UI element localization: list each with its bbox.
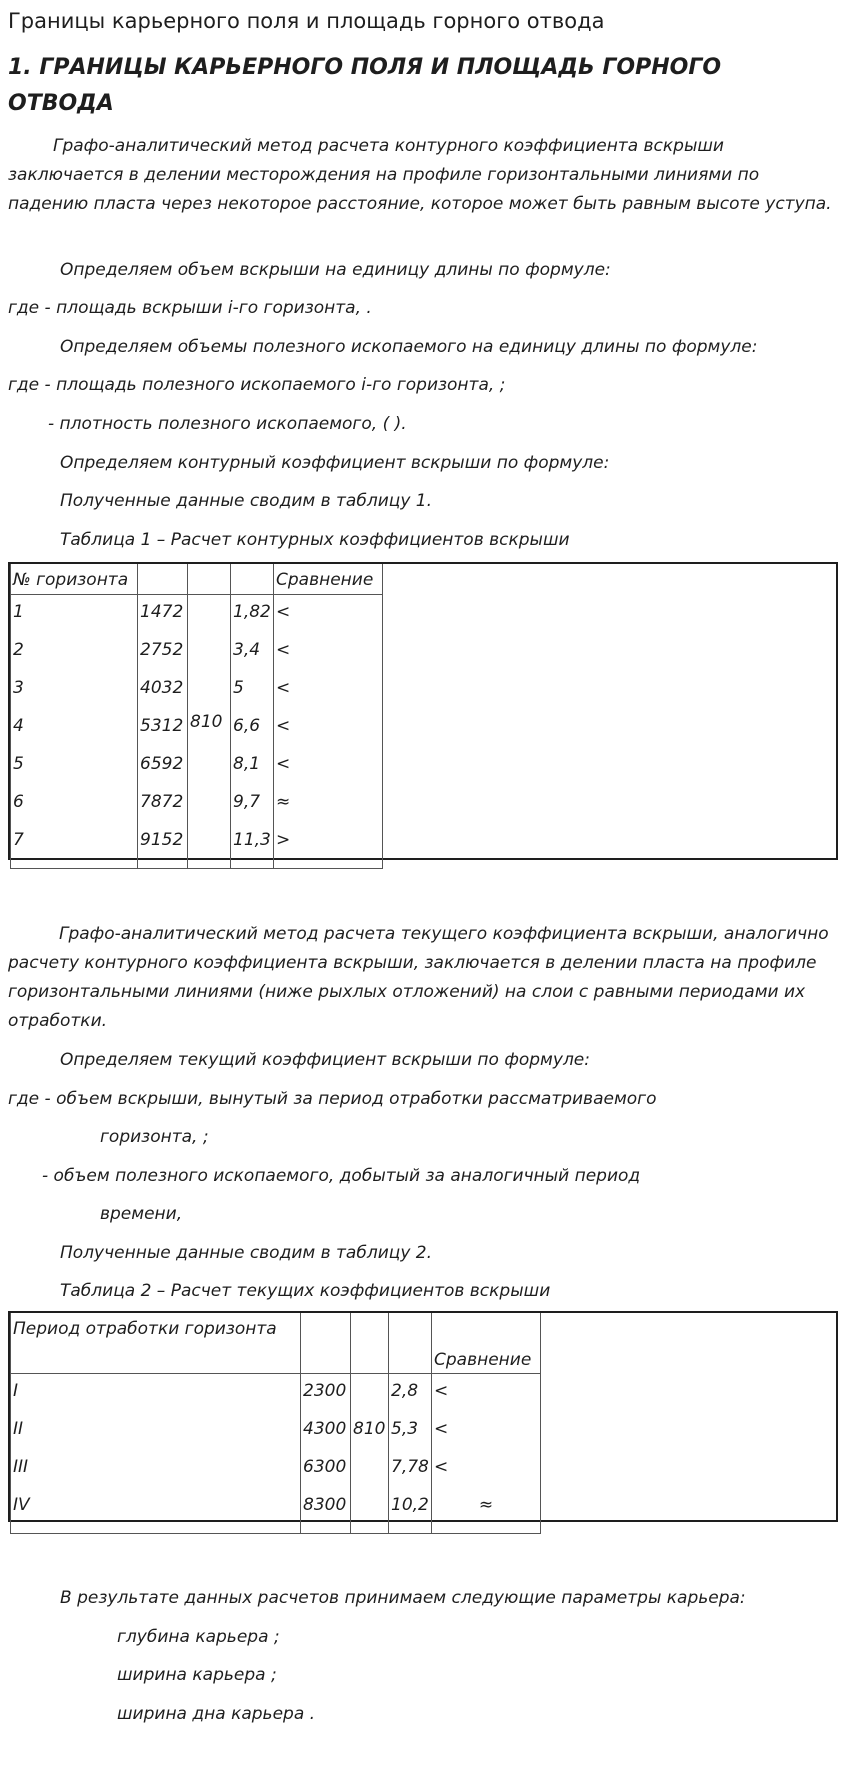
table-cell: <: [274, 640, 383, 678]
table-cell: <: [432, 1419, 541, 1457]
table-cell: ≈: [274, 792, 383, 830]
table2: [10, 1313, 541, 1534]
table-cell: [351, 1495, 389, 1534]
table2-header-row: [11, 1313, 541, 1374]
table-cell: 11,3: [231, 830, 274, 869]
table-cell: 1: [11, 595, 138, 641]
table-cell: 2,8: [389, 1374, 432, 1420]
table-cell: [351, 1374, 389, 1420]
table-cell: <: [274, 678, 383, 716]
table-row: [11, 595, 383, 641]
table-cell: 1,82: [231, 595, 274, 641]
paragraph-contour-coefficient: Определяем контурный коэффициент вскрыши по формуле:: [60, 453, 610, 473]
paragraph-mineral-period-note: - объем полезного ископаемого, добытый за аналогичный период: [42, 1166, 641, 1186]
param-depth: глубина карьера ;: [117, 1627, 280, 1647]
param-width: ширина карьера ;: [117, 1665, 277, 1685]
table-cell: 3: [11, 678, 138, 716]
table-cell: <: [274, 754, 383, 792]
table1-frame: [8, 562, 838, 860]
table-cell: 5312: [138, 716, 188, 754]
table-cell: 8,1: [231, 754, 274, 792]
table1: [10, 564, 383, 869]
paragraph-mineral-area-note: где - площадь полезного ископаемого i-го горизонта, ;: [8, 375, 506, 395]
table-cell: 5,3: [389, 1419, 432, 1457]
paragraph-method-current: Графо-аналитический метод расчета текущего коэффициента вскрыши, аналогично расчету контурного коэффициента вскрыши, заключается в делении пласта на профиле горизонтальными линиями (ниже рыхлых отложений) на слои с равными периодами их отработки.: [8, 924, 829, 1031]
table-cell: 6,6: [231, 716, 274, 754]
table2-header-cell: Сравнение: [432, 1313, 541, 1374]
section-heading: 1. ГРАНИЦЫ КАРЬЕРНОГО ПОЛЯ И ПЛОЩАДЬ ГОРНОГО ОТВОДА: [8, 55, 722, 116]
paragraph-overburden-volume: Определяем объем вскрыши на единицу длины по формуле:: [60, 260, 611, 280]
table-cell: 5: [11, 754, 138, 792]
table-cell: 1472: [138, 595, 188, 641]
paragraph-overburden-period-note: где - объем вскрыши, вынутый за период отработки рассматриваемого: [8, 1089, 657, 1109]
paragraph-method-contour: Графо-аналитический метод расчета контурного коэффициента вскрыши заключается в делении месторождения на профиле горизонтальными линиями по падению пласта через некоторое расстояние, которое может быть равным высоте уступа.: [8, 136, 832, 214]
table-cell: IV: [11, 1495, 301, 1534]
table-cell: 3,4: [231, 640, 274, 678]
table-row: [11, 1495, 541, 1534]
table-cell: III: [11, 1457, 301, 1495]
table-cell: 7,78: [389, 1457, 432, 1495]
table1-header-row: [11, 564, 383, 595]
table-cell: <: [432, 1374, 541, 1420]
table2-header-cell: [301, 1313, 351, 1374]
table2-caption: Таблица 2 – Расчет текущих коэффициентов вскрыши: [60, 1281, 551, 1301]
table1-caption: Таблица 1 – Расчет контурных коэффициентов вскрыши: [60, 530, 570, 550]
table-cell: 2: [11, 640, 138, 678]
table-cell: 4300: [301, 1419, 351, 1457]
table1-header-cell: Сравнение: [274, 564, 383, 595]
table1-header-cell: [138, 564, 188, 595]
paragraph-density-note: - плотность полезного ископаемого, ( ).: [48, 414, 407, 434]
table-cell: 9152: [138, 830, 188, 869]
table-row: [11, 1419, 541, 1457]
paragraph-overburden-area-note: где - площадь вскрыши i-го горизонта, .: [8, 298, 372, 318]
table-cell: <: [274, 716, 383, 754]
paragraph-current-coefficient: Определяем текущий коэффициент вскрыши по формуле:: [60, 1050, 590, 1070]
table-cell: 6: [11, 792, 138, 830]
table2-frame: [8, 1311, 838, 1522]
table-cell: I: [11, 1374, 301, 1420]
table-cell: <: [432, 1457, 541, 1495]
param-bottom-width: ширина дна карьера .: [117, 1704, 316, 1724]
table1-header-cell: № горизонта: [11, 564, 138, 595]
table-cell: 2300: [301, 1374, 351, 1420]
paragraph-time-note: времени,: [100, 1204, 183, 1224]
table-cell: [351, 1457, 389, 1495]
table2-header-cell: [351, 1313, 389, 1374]
table-cell: 4: [11, 716, 138, 754]
table1-header-cell: [231, 564, 274, 595]
table-cell: 810: [351, 1419, 389, 1457]
page-title: Границы карьерного поля и площадь горного отвода: [8, 9, 605, 33]
table-row: [11, 1457, 541, 1495]
table-row: [11, 1374, 541, 1420]
table-cell: 7872: [138, 792, 188, 830]
table-cell: 10,2: [389, 1495, 432, 1534]
table1-header-cell: [188, 564, 231, 595]
paragraph-results-intro: В результате данных расчетов принимаем следующие параметры карьера:: [60, 1588, 746, 1608]
table2-header-cell: Период отработки горизонта: [11, 1313, 301, 1374]
table-cell: 4032: [138, 678, 188, 716]
table-cell: 6300: [301, 1457, 351, 1495]
table-cell: 2752: [138, 640, 188, 678]
table-cell: II: [11, 1419, 301, 1457]
table2-header-cell: [389, 1313, 432, 1374]
table-cell: ≈: [432, 1495, 541, 1534]
paragraph-horizon-unit: горизонта, ;: [100, 1127, 209, 1147]
table-cell: 5: [231, 678, 274, 716]
table-cell: 9,7: [231, 792, 274, 830]
paragraph-mineral-volume: Определяем объемы полезного ископаемого на единицу длины по формуле:: [60, 337, 758, 357]
paragraph-table2-intro: Полученные данные сводим в таблицу 2.: [60, 1243, 433, 1263]
table-cell: <: [274, 595, 383, 641]
table-cell: >: [274, 830, 383, 869]
table1-merged-cell: 810: [188, 595, 231, 869]
table-cell: 8300: [301, 1495, 351, 1534]
paragraph-table1-intro: Полученные данные сводим в таблицу 1.: [60, 491, 433, 511]
table-cell: 7: [11, 830, 138, 869]
table-cell: 6592: [138, 754, 188, 792]
